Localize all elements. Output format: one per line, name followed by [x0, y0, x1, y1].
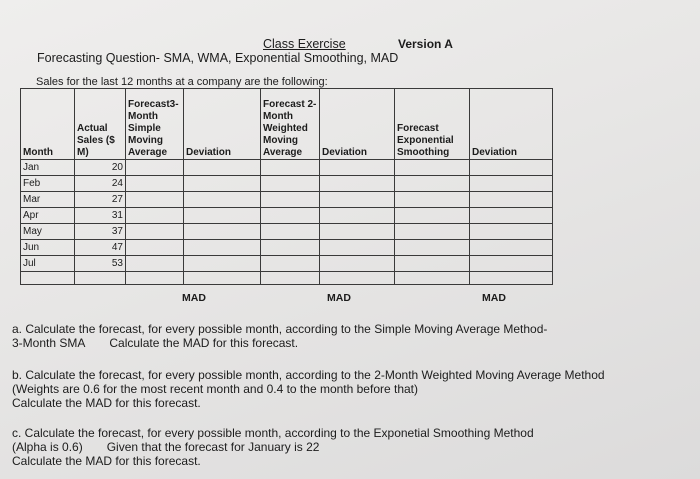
question-c [12, 426, 534, 468]
month-cell: May [21, 224, 75, 240]
version-label: Version A [398, 37, 453, 51]
mad-label-wma: MAD [327, 292, 351, 304]
sales-cell: 24 [75, 176, 126, 192]
exp-cell [395, 208, 470, 224]
sma-cell [126, 208, 184, 224]
deviation-cell [184, 240, 261, 256]
deviation-cell [470, 160, 553, 176]
question-a-line1: a. Calculate the forecast, for every possible month, according to the Simple Moving Average Method- [12, 322, 548, 336]
deviation-cell [184, 224, 261, 240]
empty-cell [261, 272, 320, 285]
question-b-line2: (Weights are 0.6 for the most recent month and 0.4 to the month before that) [12, 382, 419, 396]
sma-cell [126, 176, 184, 192]
class-exercise-title: Class Exercise [263, 37, 346, 51]
deviation-cell [470, 192, 553, 208]
question-c-given: Given that the forecast for January is 22 [106, 440, 320, 454]
empty-cell [21, 272, 75, 285]
exp-cell [395, 240, 470, 256]
wma-cell [261, 192, 320, 208]
sma-cell [126, 256, 184, 272]
month-cell: Jan [21, 160, 75, 176]
deviation-cell [320, 176, 395, 192]
deviation-cell [470, 224, 553, 240]
exp-cell [395, 192, 470, 208]
header-deviation-sma: Deviation [184, 89, 261, 160]
deviation-cell [470, 240, 553, 256]
sales-cell: 53 [75, 256, 126, 272]
sma-cell [126, 160, 184, 176]
sales-cell: 37 [75, 224, 126, 240]
question-c-line2 [12, 440, 534, 454]
question-c-line1: c. Calculate the forecast, for every possible month, according to the Exponetial Smoothing Method [12, 426, 534, 440]
deviation-cell [320, 208, 395, 224]
question-c-alpha: (Alpha is 0.6) [12, 440, 83, 454]
exp-cell [395, 224, 470, 240]
table-row [21, 160, 553, 176]
deviation-cell [184, 256, 261, 272]
deviation-cell [184, 160, 261, 176]
empty-cell [395, 272, 470, 285]
deviation-cell [320, 192, 395, 208]
deviation-cell [470, 208, 553, 224]
wma-cell [261, 176, 320, 192]
sma-cell [126, 224, 184, 240]
question-b-line1: b. Calculate the forecast, for every possible month, according to the 2-Month Weighted Moving Average Method [12, 368, 605, 382]
deviation-cell [184, 192, 261, 208]
question-b-line3: Calculate the MAD for this forecast. [12, 396, 201, 410]
deviation-cell [470, 256, 553, 272]
empty-cell [320, 272, 395, 285]
header-deviation-wma: Deviation [320, 89, 395, 160]
table-row [21, 192, 553, 208]
wma-cell [261, 240, 320, 256]
question-a [12, 322, 547, 350]
table-row [21, 256, 553, 272]
sales-cell: 20 [75, 160, 126, 176]
empty-cell [126, 272, 184, 285]
table-row [21, 240, 553, 256]
month-cell: Apr [21, 208, 75, 224]
wma-cell [261, 224, 320, 240]
question-c-line3: Calculate the MAD for this forecast. [12, 454, 201, 468]
month-cell: Feb [21, 176, 75, 192]
sma-cell [126, 192, 184, 208]
header-deviation-exp: Deviation [470, 89, 553, 160]
empty-cell [75, 272, 126, 285]
month-cell: Jun [21, 240, 75, 256]
header-exp-forecast: Forecast Exponential Smoothing [395, 89, 470, 160]
table-row [21, 176, 553, 192]
question-b [12, 368, 605, 410]
deviation-cell [320, 224, 395, 240]
exp-cell [395, 160, 470, 176]
question-a-method: 3-Month SMA [12, 336, 86, 350]
deviation-cell [320, 240, 395, 256]
deviation-cell [184, 208, 261, 224]
empty-cell [184, 272, 261, 285]
table-row [21, 208, 553, 224]
header-month: Month [21, 89, 75, 160]
exp-cell [395, 176, 470, 192]
deviation-cell [184, 176, 261, 192]
sma-cell [126, 240, 184, 256]
deviation-cell [320, 256, 395, 272]
wma-cell [261, 256, 320, 272]
mad-label-exp: MAD [482, 292, 506, 304]
header-actual-sales: Actual Sales ($ M) [75, 89, 126, 160]
mad-label-sma: MAD [182, 292, 206, 304]
table-spacer-row [21, 272, 553, 285]
intro-text: Sales for the last 12 months at a company are the following: [36, 76, 328, 88]
header-sma-forecast: Forecast3- Month Simple Moving Average [126, 89, 184, 160]
month-cell: Mar [21, 192, 75, 208]
month-cell: Jul [21, 256, 75, 272]
header-wma-forecast: Forecast 2- Month Weighted Moving Average [261, 89, 320, 160]
forecast-table [20, 88, 553, 285]
wma-cell [261, 160, 320, 176]
sales-cell: 27 [75, 192, 126, 208]
sales-cell: 31 [75, 208, 126, 224]
question-a-mad: Calculate the MAD for this forecast. [109, 336, 299, 350]
exp-cell [395, 256, 470, 272]
sales-cell: 47 [75, 240, 126, 256]
table-header-row [21, 89, 553, 160]
question-a-line2 [12, 336, 547, 350]
deviation-cell [320, 160, 395, 176]
deviation-cell [470, 176, 553, 192]
page-subtitle: Forecasting Question- SMA, WMA, Exponential Smoothing, MAD [37, 51, 399, 65]
table-row [21, 224, 553, 240]
empty-cell [470, 272, 553, 285]
wma-cell [261, 208, 320, 224]
